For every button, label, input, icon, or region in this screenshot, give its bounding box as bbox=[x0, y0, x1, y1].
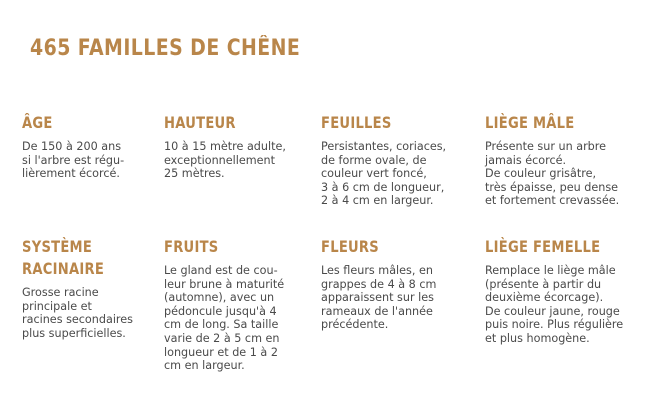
info-card-height bbox=[164, 112, 314, 181]
card-heading: FRUITS bbox=[164, 237, 219, 256]
card-heading: FEUILLES bbox=[321, 113, 392, 132]
card-text: Grosse racine principale et racines secondaires plus superficielles. bbox=[22, 286, 134, 340]
card-heading: ÂGE bbox=[22, 113, 53, 132]
info-card-female-cork bbox=[485, 236, 635, 346]
info-card-leaves bbox=[321, 112, 471, 208]
card-heading: HAUTEUR bbox=[164, 113, 236, 132]
card-heading: FLEURS bbox=[321, 237, 379, 256]
card-heading: LIÈGE FEMELLE bbox=[485, 237, 601, 256]
card-heading: LIÈGE MÂLE bbox=[485, 113, 575, 132]
card-text: Présente sur un arbre jamais écorcé. De couleur grisâtre, très épaisse, peu dense et fortement crevassée. bbox=[485, 140, 620, 208]
card-text: Les fleurs mâles, en grappes de 4 à 8 cm apparaissent sur les rameaux de l'année précédente. bbox=[321, 264, 437, 332]
page-title: 465 FAMILLES DE CHÊNE bbox=[30, 36, 301, 61]
card-heading: SYSTÈME RACINAIRE bbox=[22, 237, 105, 278]
info-card-fruits bbox=[164, 236, 314, 373]
info-card-root-system bbox=[22, 236, 172, 340]
info-card-age bbox=[22, 112, 172, 181]
card-text: 10 à 15 mètre adulte, exceptionnellement 25 mètres. bbox=[164, 140, 286, 181]
card-text: Le gland est de cou- leur brune à maturité (automne), avec un pédoncule jusqu'à 4 cm de long. Sa taille varie de 2 à 5 cm en longueur et de 1 à 2 cm en largeur. bbox=[164, 264, 285, 373]
card-text: Persistantes, coriaces, de forme ovale, de couleur vert foncé, 3 à 6 cm de longueur, 2 à 4 cm en largeur. bbox=[321, 140, 447, 208]
card-text: De 150 à 200 ans si l'arbre est régu- lièrement écorcé. bbox=[22, 140, 125, 181]
card-text: Remplace le liège mâle (présente à partir du deuxième écorcage). De couleur jaune, rouge puis noire. Plus régulière et plus homogène. bbox=[485, 264, 624, 345]
info-card-flowers bbox=[321, 236, 471, 332]
info-card-male-cork bbox=[485, 112, 635, 208]
